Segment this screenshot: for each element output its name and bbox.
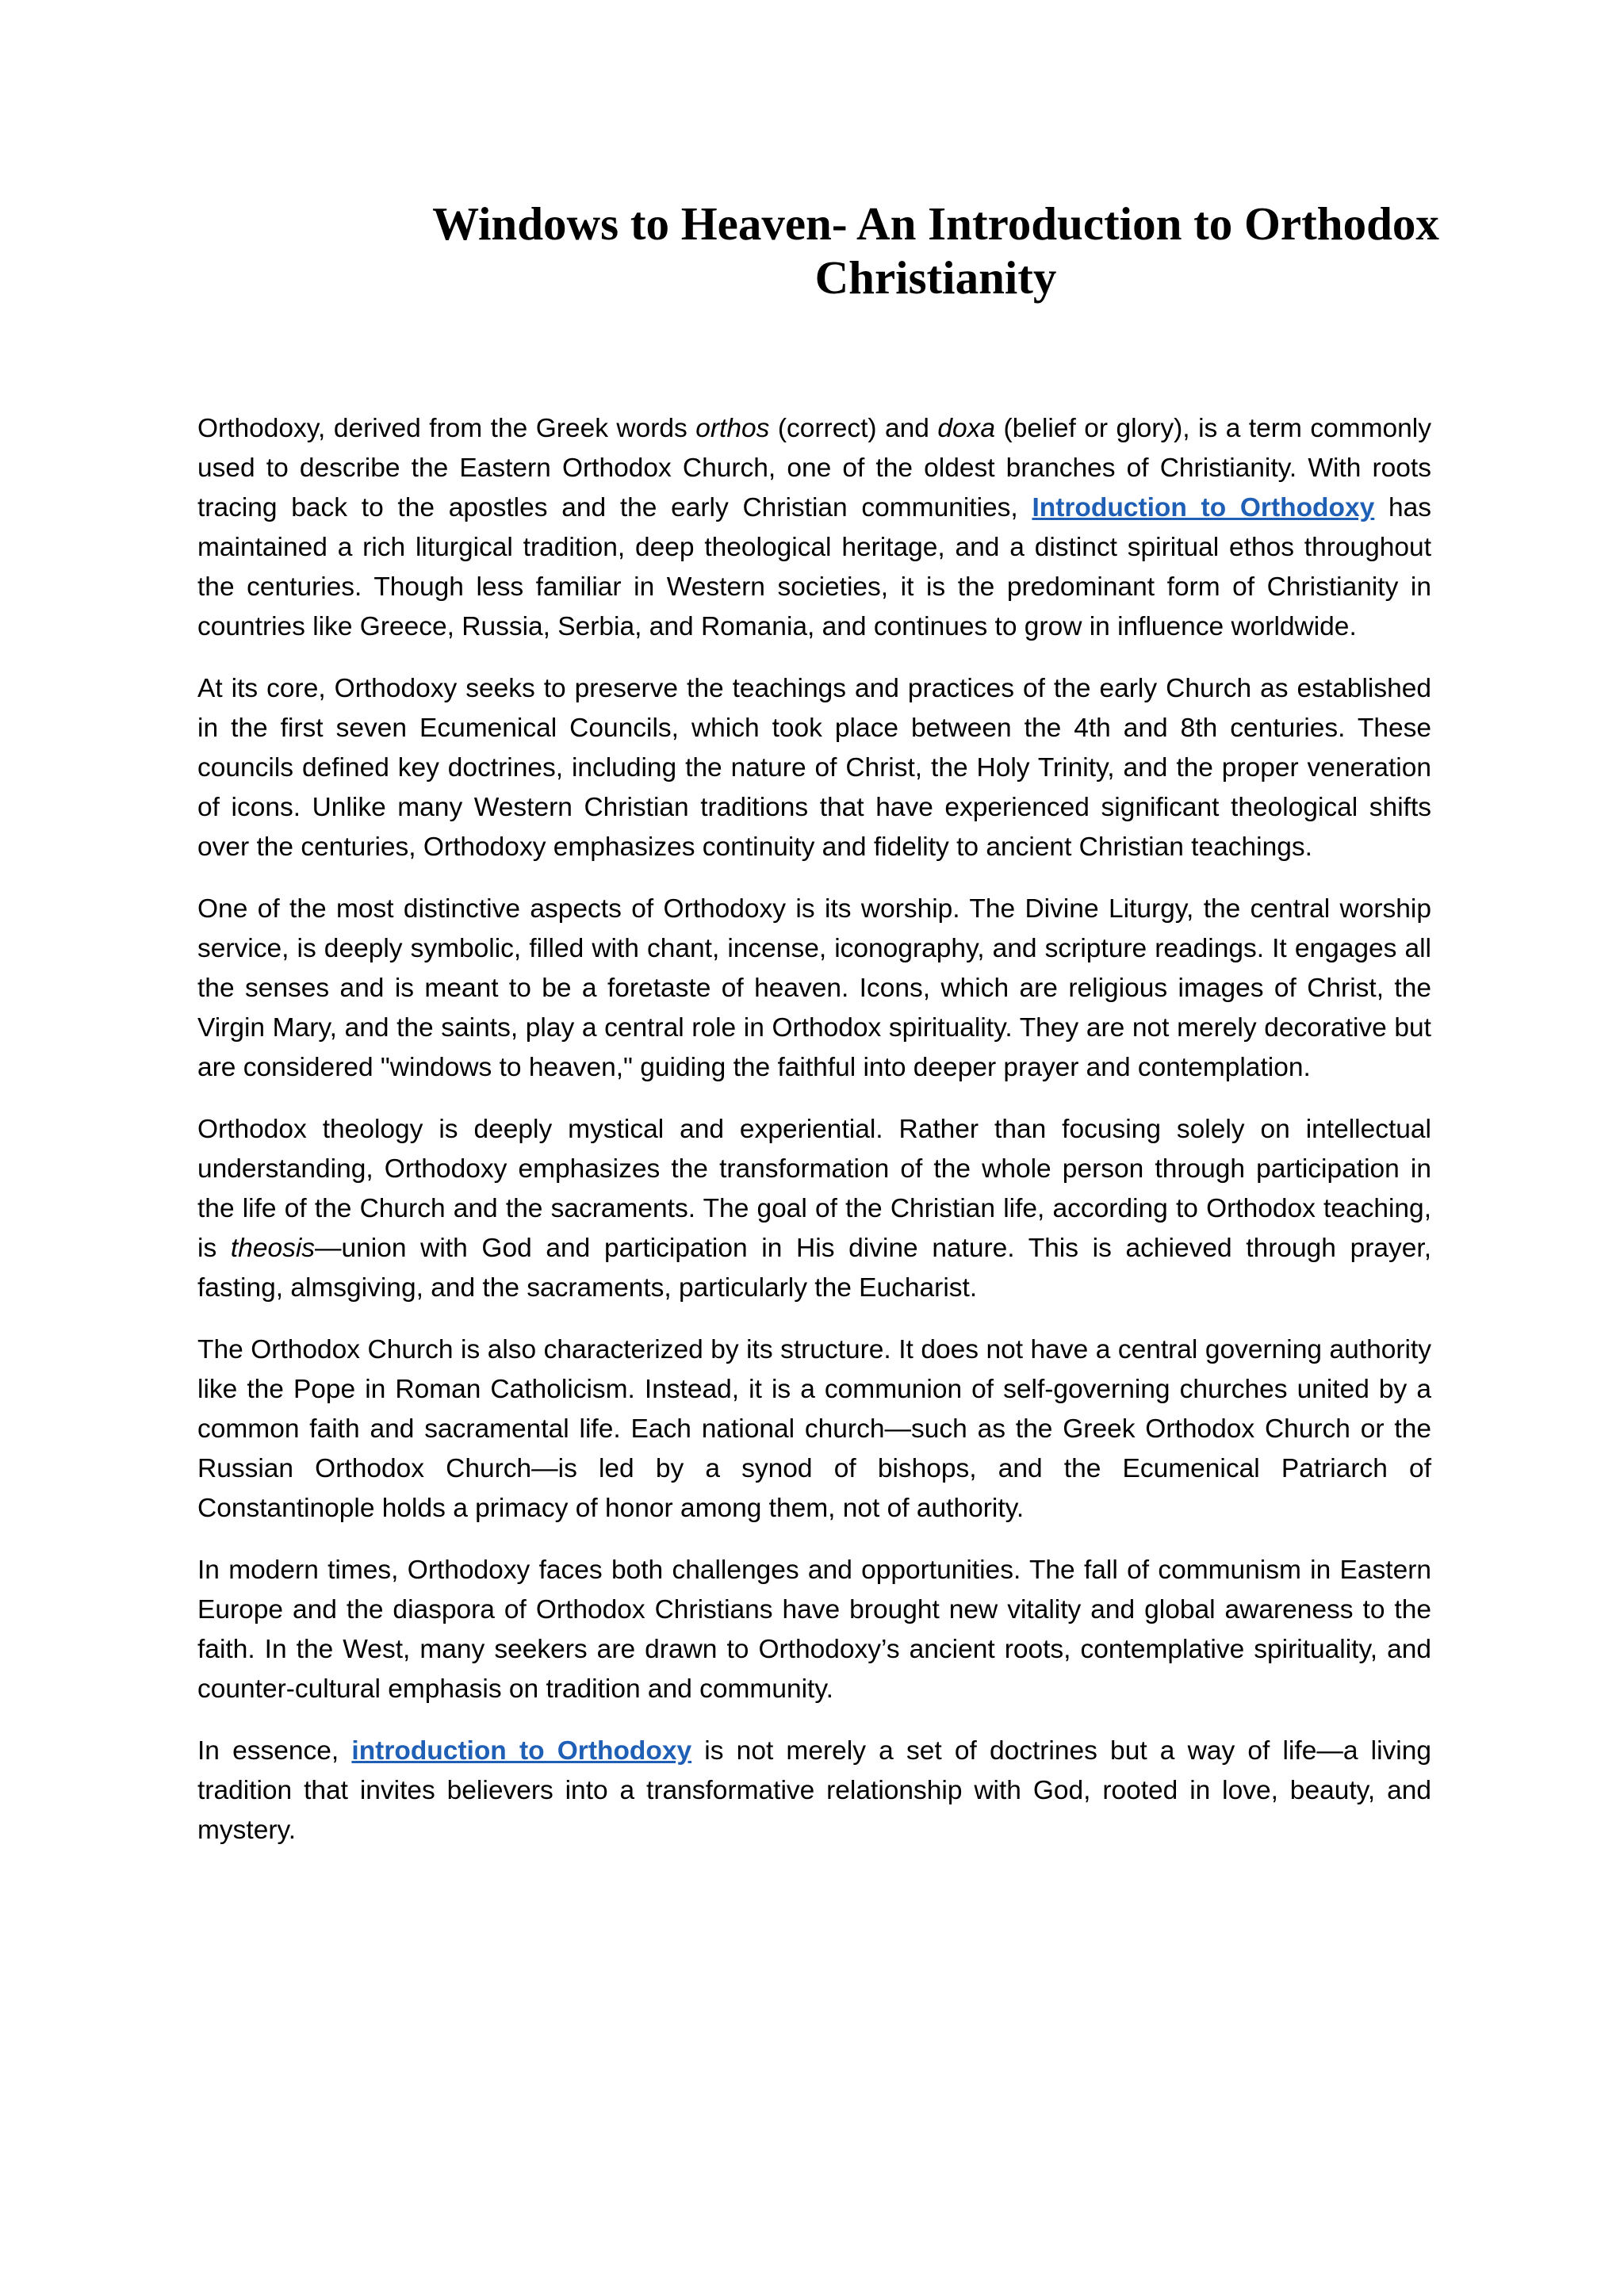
title-line-1: Windows to Heaven- An Introduction to Orthodox	[432, 197, 1439, 250]
paragraph-4	[197, 1110, 1431, 1308]
introduction-to-orthodoxy-link-2[interactable]: introduction to Orthodoxy	[351, 1736, 692, 1766]
document-body	[197, 409, 1431, 1873]
paragraph-1-text-b: (correct) and	[769, 414, 938, 443]
term-theosis: theosis	[230, 1234, 316, 1263]
paragraph-6: In modern times, Orthodoxy faces both challenges and opportunities. The fall of communism in Eastern Europe and the diaspora of Orthodox Christians have brought new vitality and global awareness to the faith. In the West, many seekers are drawn to Orthodoxy’s ancient roots, contemplative spirituality, and counter-cultural emphasis on tradition and community.	[197, 1556, 1431, 1704]
paragraph-1-text-c: (belief or glory), is a term commonly used to describe the Eastern Orthodox Church, one of the oldest branches of Christianity. With roots tracing back to the apostles and the early Christian communities,	[197, 414, 1431, 522]
paragraph-2: At its core, Orthodoxy seeks to preserve the teachings and practices of the early Church as established in the first seven Ecumenical Councils, which took place between the 4th and 8th centuries. These councils defined key doctrines, including the nature of Christ, the Holy Trinity, and the proper veneration of icons. Unlike many Western Christian traditions that have experienced significant theological shifts over the centuries, Orthodoxy emphasizes continuity and fidelity to ancient Christian teachings.	[197, 674, 1431, 862]
term-doxa: doxa	[937, 414, 996, 443]
title-line-2: Christianity	[814, 251, 1057, 304]
paragraph-1	[197, 409, 1431, 647]
paragraph-7-text-b: is not merely a set of doctrines but a way of life—a living tradition that invites believers into a transformative relationship with God, rooted in love, beauty, and mystery.	[197, 1736, 1431, 1845]
paragraph-5: The Orthodox Church is also characterized by its structure. It does not have a central governing authority like the Pope in Roman Catholicism. Instead, it is a communion of self-governing churches united by a common faith and sacramental life. Each national church—such as the Greek Orthodox Church or the Russian Orthodox Church—is led by a synod of bishops, and the Ecumenical Patriarch of Constantinople holds a primacy of honor among them, not of authority.	[197, 1335, 1431, 1523]
term-orthos: orthos	[695, 414, 770, 443]
paragraph-3: One of the most distinctive aspects of Orthodoxy is its worship. The Divine Liturgy, the central worship service, is deeply symbolic, filled with chant, incense, iconography, and scripture readings. It engages all the senses and is meant to be a foretaste of heaven. Icons, which are religious images of Christ, the Virgin Mary, and the saints, play a central role in Orthodox spirituality. They are not merely decorative but are considered "windows to heaven," guiding the faithful into deeper prayer and contemplation.	[197, 894, 1431, 1082]
paragraph-1-text-d: has maintained a rich liturgical tradition, deep theological heritage, and a distinct spiritual ethos throughout the centuries. Though less familiar in Western societies, it is the predominant form of Christianity in countries like Greece, Russia, Serbia, and Romania, and continues to grow in influence worldwide.	[197, 493, 1431, 641]
paragraph-1-text-a: Orthodoxy, derived from the Greek words	[197, 414, 696, 443]
paragraph-4-text-b: —union with God and participation in His divine nature. This is achieved through prayer, fasting, almsgiving, and the sacraments, particularly the Eucharist.	[197, 1234, 1432, 1303]
paragraph-7	[197, 1732, 1431, 1850]
document-title	[262, 197, 1610, 304]
paragraph-4-text-a: Orthodox theology is deeply mystical and experiential. Rather than focusing solely on intellectual understanding, Orthodoxy emphasizes the transformation of the whole person through participation in the life of the Church and the sacraments. The goal of the Christian life, according to Orthodox teaching, is	[197, 1115, 1431, 1263]
paragraph-7-text-a: In essence,	[197, 1736, 352, 1766]
introduction-to-orthodoxy-link[interactable]: Introduction to Orthodoxy	[1032, 493, 1375, 522]
